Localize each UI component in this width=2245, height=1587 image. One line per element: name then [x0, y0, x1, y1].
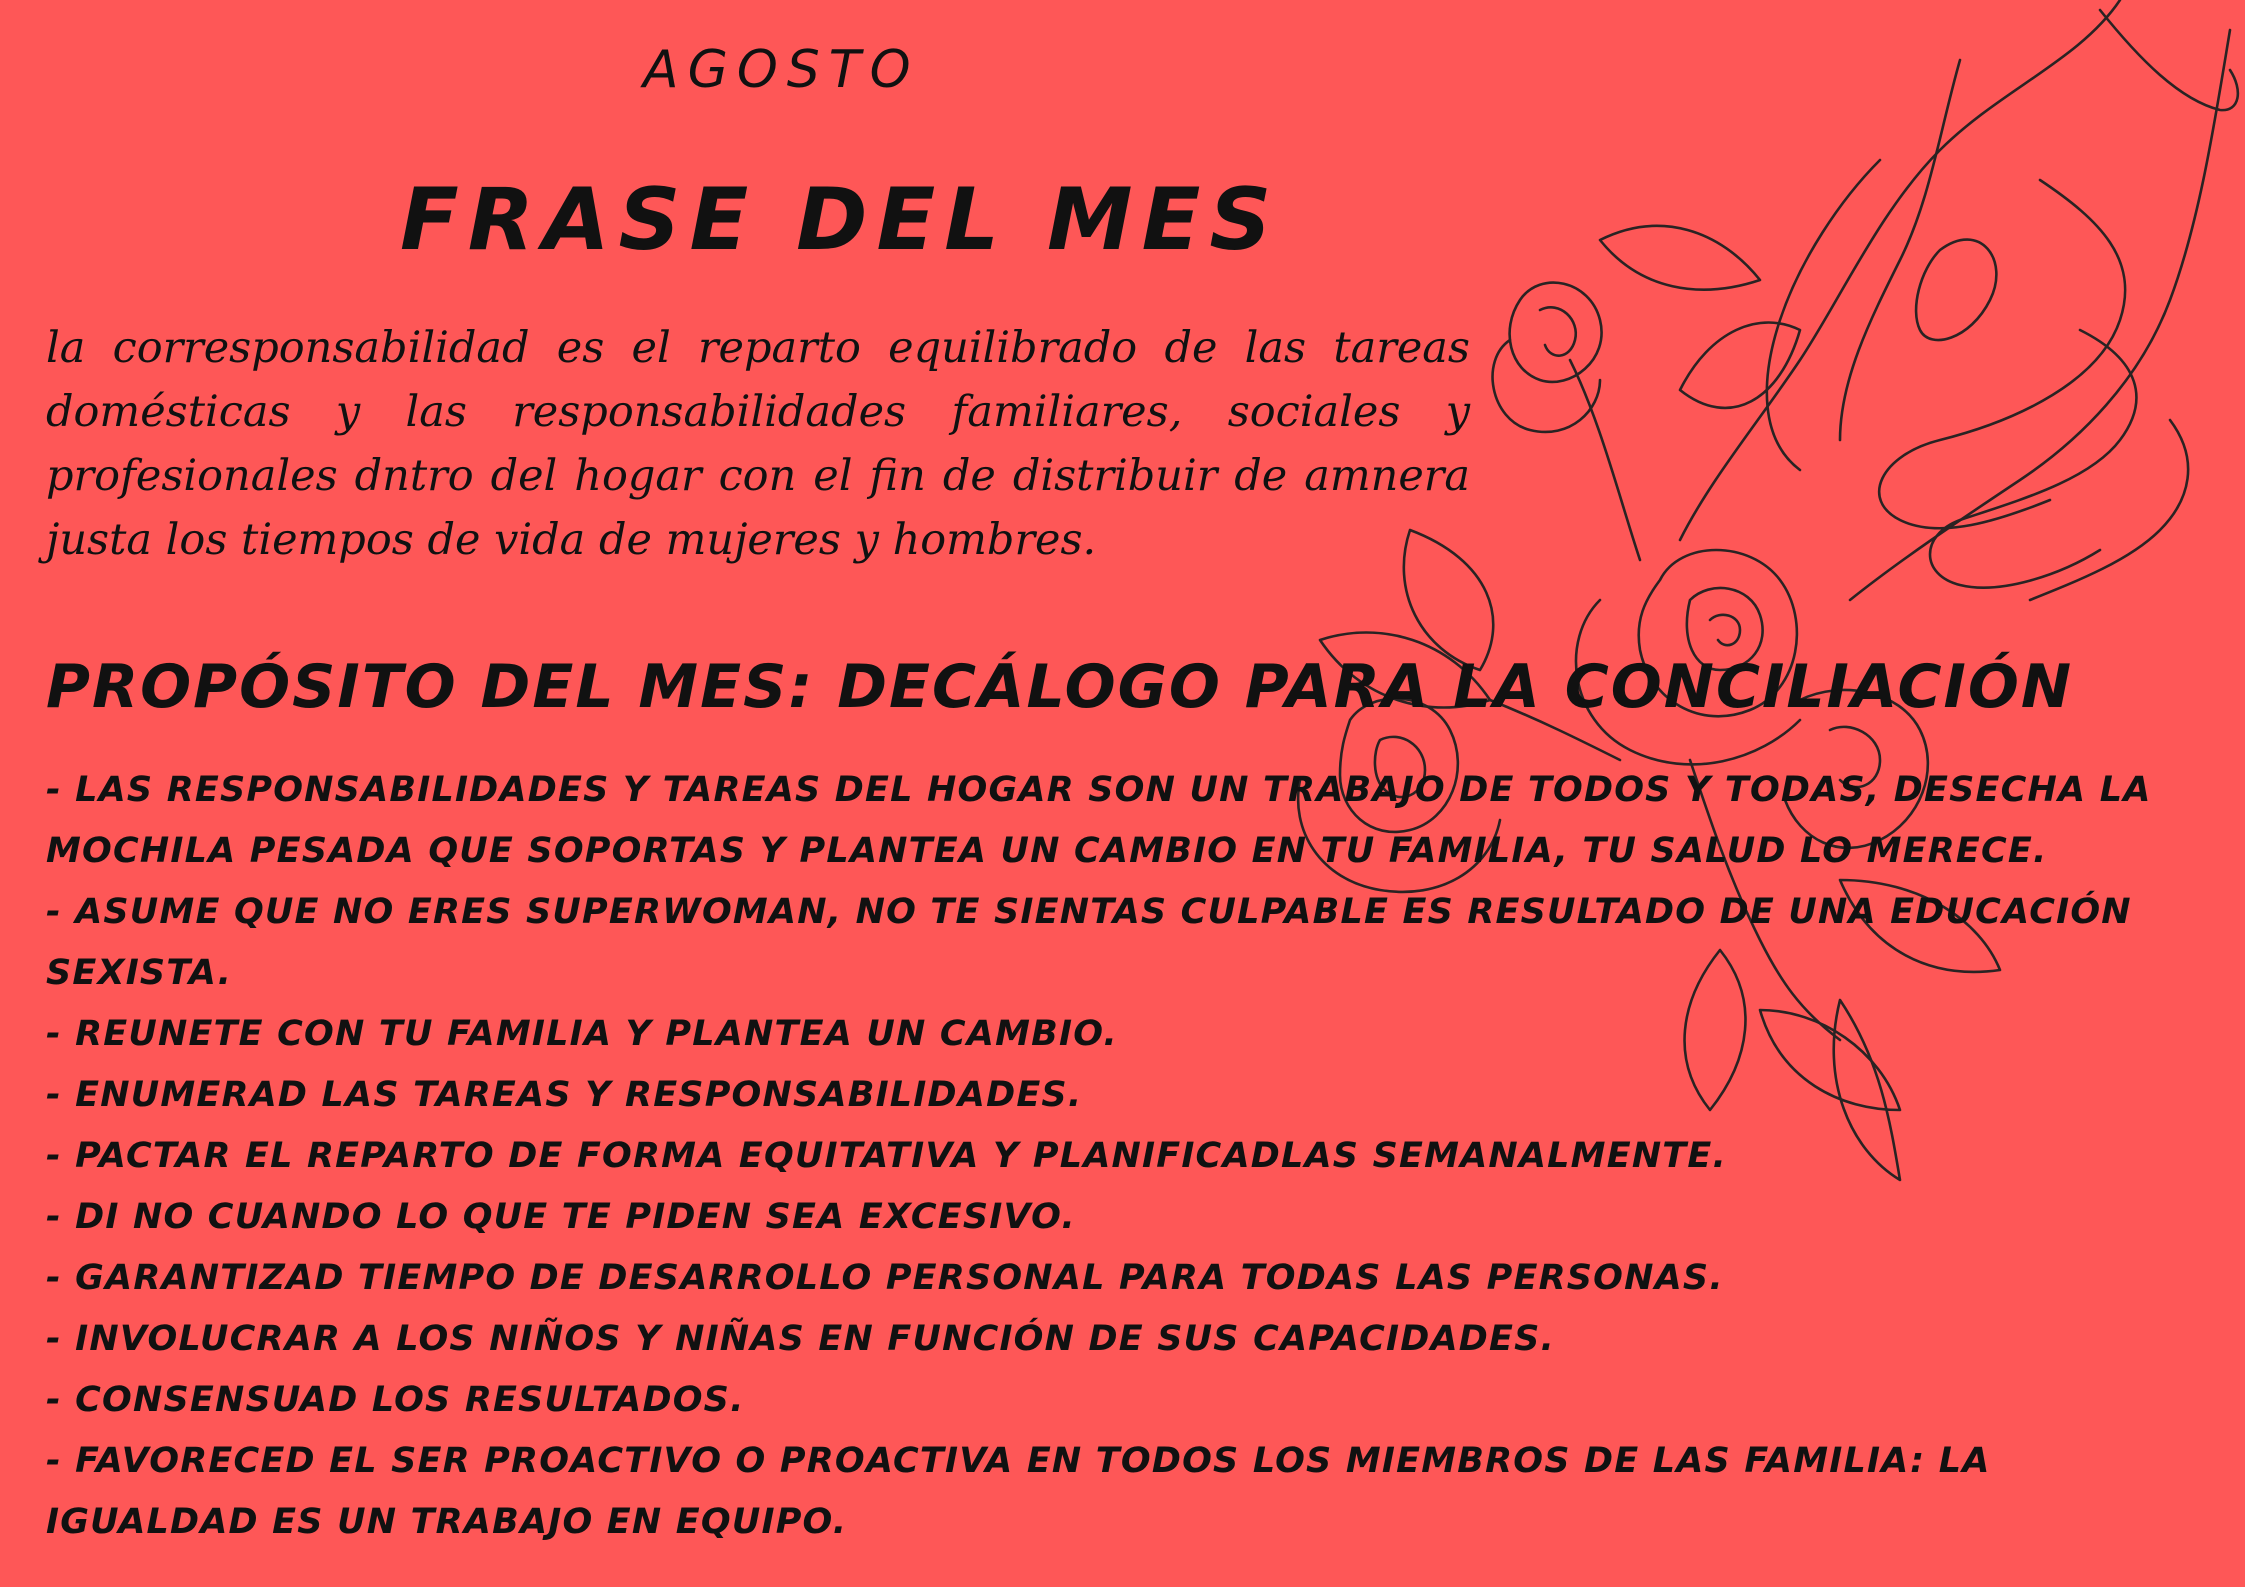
decalogo-item: - ASUME QUE NO ERES SUPERWOMAN, NO TE SIENTAS CULPABLE ES RESULTADO DE UNA EDUCACIÓN SEXISTA. — [46, 892, 2132, 993]
decalogo-item: - LAS RESPONSABILIDADES Y TAREAS DEL HOGAR SON UN TRABAJO DE TODOS Y TODAS, DESECHA LA MOCHILA PESADA QUE SOPORTAS Y PLANTEA UN CAMBIO EN TU FAMILIA, TU SALUD LO MERECE. — [46, 770, 2152, 871]
palm-line — [1767, 160, 1880, 470]
decalogo-item: - INVOLUCRAR A LOS NIÑOS Y NIÑAS EN FUNCIÓN DE SUS CAPACIDADES. — [46, 1319, 1556, 1359]
decalogo-list — [46, 760, 2196, 1553]
leaf-2 — [1680, 323, 1800, 408]
leaf-1 — [1600, 226, 1760, 290]
rose-mid-3 — [1710, 615, 1740, 645]
page-title: FRASE DEL MES — [400, 170, 1281, 270]
finger-2 — [1930, 330, 2136, 588]
finger-4 — [1916, 240, 1996, 340]
rose-top-2 — [1540, 307, 1576, 355]
finger-1 — [1879, 180, 2125, 528]
decalogo-item: - DI NO CUANDO LO QUE TE PIDEN SEA EXCESIVO. — [46, 1197, 1076, 1237]
decalogo-title: PROPÓSITO DEL MES: DECÁLOGO PARA LA CONCILIACIÓN — [46, 652, 2074, 722]
hand-outline-3 — [2100, 10, 2238, 110]
quote-text: la corresponsabilidad es el reparto equilibrado de las tareas domésticas y las responsabilidades familiares, sociales y profesionales dntro del hogar con el fin de distribuir de amnera justa los tiempos de vida de mujeres y hombres. — [46, 323, 1470, 565]
decalogo-item: - ENUMERAD LAS TAREAS Y RESPONSABILIDADES. — [46, 1075, 1083, 1115]
rose-top-1 — [1510, 283, 1602, 382]
decalogo-item: - GARANTIZAD TIEMPO DE DESARROLLO PERSONAL PARA TODAS LAS PERSONAS. — [46, 1258, 1724, 1298]
decalogo-item: - FAVORECED EL SER PROACTIVO O PROACTIVA EN TODOS LOS MIEMBROS DE LAS FAMILIA: LA IGUALDAD ES UN TRABAJO EN EQUIPO. — [46, 1441, 1991, 1542]
rose-top-3 — [1493, 340, 1600, 432]
decalogo-item: - REUNETE CON TU FAMILIA Y PLANTEA UN CAMBIO. — [46, 1014, 1118, 1054]
decalogo-item: - PACTAR EL REPARTO DE FORMA EQUITATIVA Y PLANIFICADLAS SEMANALMENTE. — [46, 1136, 1727, 1176]
decalogo-item: - CONSENSUAD LOS RESULTADOS. — [46, 1380, 745, 1420]
stem-1 — [1570, 360, 1640, 560]
month-label: AGOSTO — [643, 40, 920, 100]
